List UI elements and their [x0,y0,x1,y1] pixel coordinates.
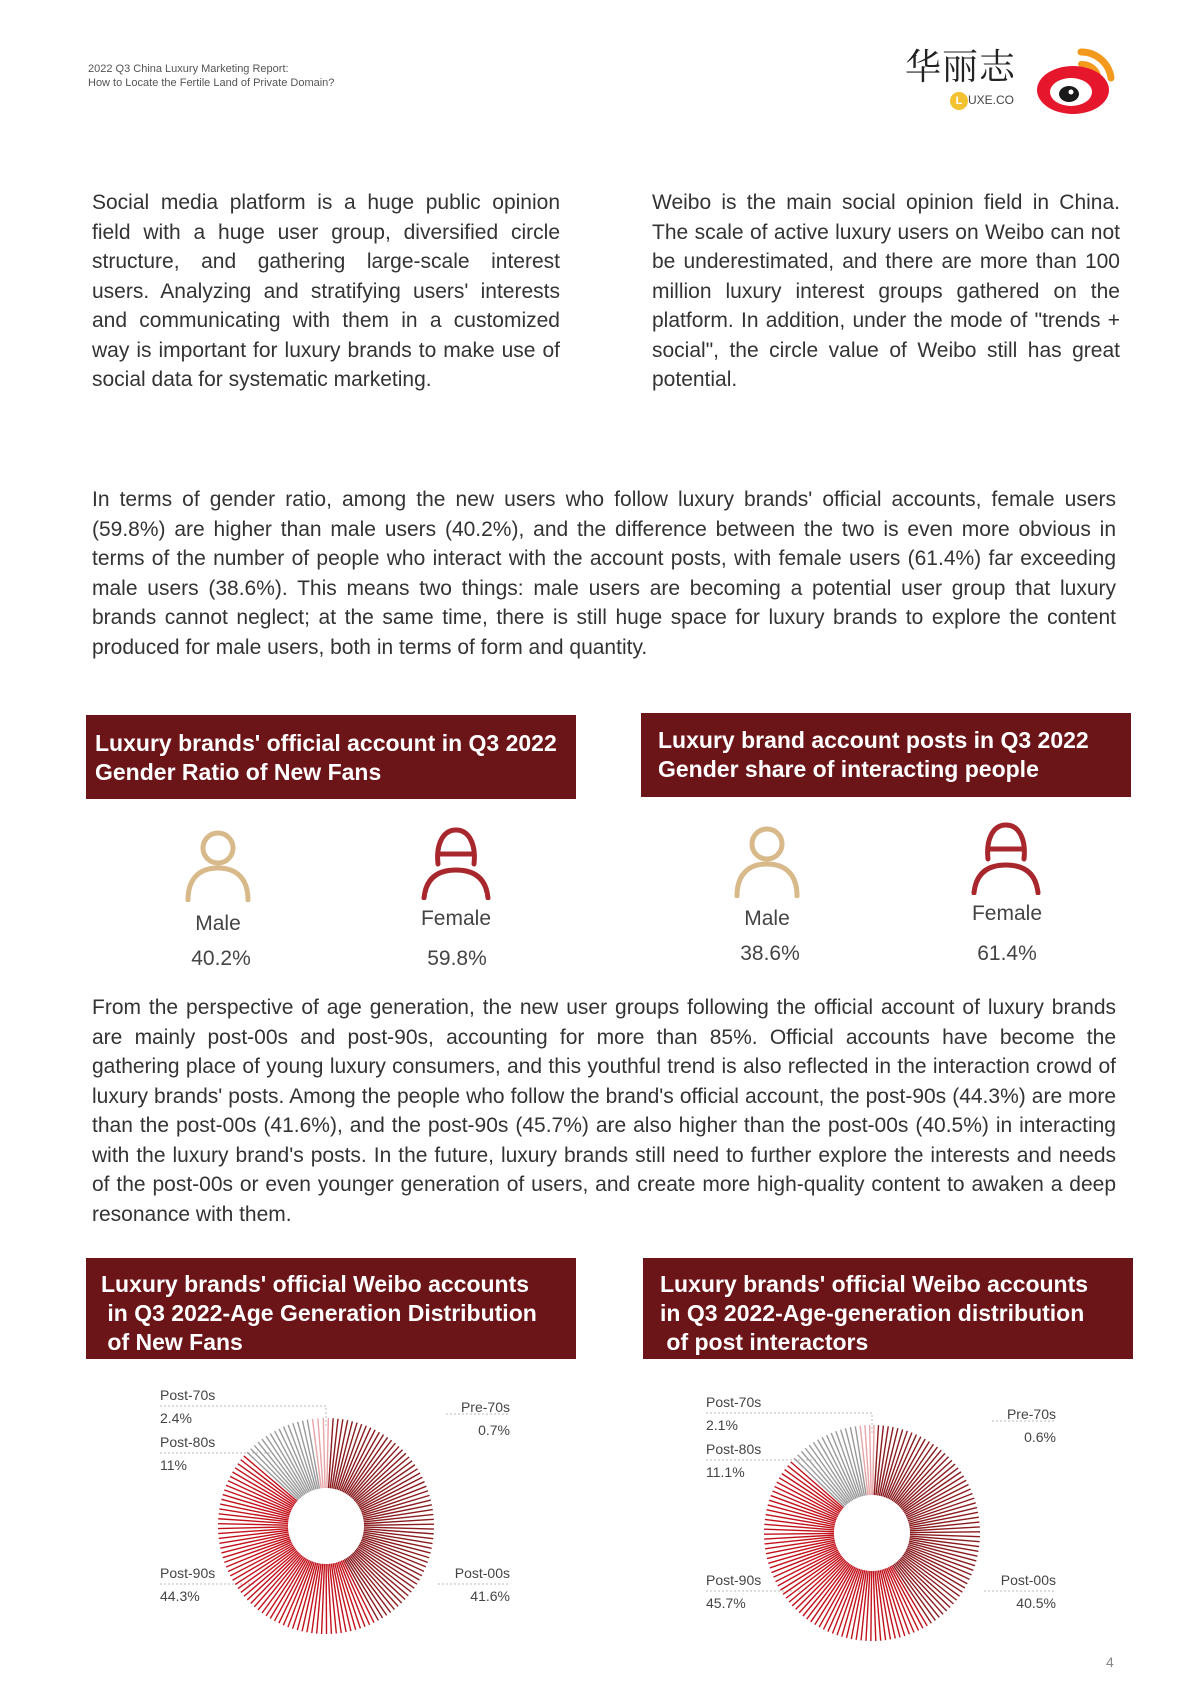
male-value: 38.6% [740,942,800,965]
banner-title-line: Luxury brands' official account in Q3 2022 [95,730,557,756]
female-label: Female [420,907,492,930]
age-paragraph: From the perspective of age generation, the new user groups following the official account of luxury brands are mainly post-00s and post-90s, accounting for more than 85%. Official accounts have become the gathering place of young luxury consumers, and this youthful trend is also reflected in the interaction crowd of luxury brands' posts. Among the people who follow the brand's official account, the post-90s (44.3%) are more than the post-00s (41.6%), and the post-90s (45.7%) are also higher than the post-00s (40.5%) in interacting with the luxury brand's posts. In the future, luxury brands still need to further explore the interests and needs of the post-00s or even younger generation of users, and create more high-quality content to awaken a deep resonance with them. [92,996,1116,1226]
banner-title-line: Gender share of interacting people [658,756,1039,782]
male-user-icon [727,818,807,898]
age-pie-chart-new-fans [130,1386,530,1646]
female-value: 61.4% [977,942,1037,965]
weibo-logo-icon [1035,44,1121,116]
banner-title-line: Luxury brand account posts in Q3 2022 [658,727,1089,753]
pie-label-category: Post-00s [1000,1572,1056,1588]
pie-label-category: Post-80s [160,1434,216,1450]
banner-title-line: Luxury brands' official Weibo accounts [101,1271,530,1297]
female-user-icon [416,820,496,900]
pie-slice-line-post-70s [323,1418,325,1488]
pie-slice-line-post-00s [364,1527,434,1529]
pie-slice-line-post-00s [874,1425,878,1495]
pie-label-value: 2.4% [160,1410,192,1426]
pie-label-category: Post-80s [706,1441,762,1457]
pie-label-category: Post-00s [454,1565,510,1581]
banner-title-line: Luxury brands' official Weibo accounts [660,1271,1089,1297]
female-value: 59.8% [427,947,487,970]
pie-label-category: Pre-70s [460,1399,510,1415]
report-title-line1: 2022 Q3 China Luxury Marketing Report: [88,63,289,75]
female-user-icon [966,815,1046,895]
pie-slice-line-pre-70s [873,1425,874,1495]
pie-slice-line-post-90s [302,1563,318,1631]
pie-label-value: 41.6% [470,1588,510,1604]
pie-label-value: 45.7% [706,1595,746,1611]
pie-slice-line-post-90s [335,1563,351,1631]
luxe-logo-english [950,92,1014,110]
intro-right-paragraph: Weibo is the main social opinion field in China. The scale of active luxury users on Weibo can not be underestimated, and there are more than 100 million luxury interest groups gathered on the platform. In addition, under the mode of "trends + social", the circle value of Weibo still has great potential. [652,191,1120,391]
banner-title-line: Gender Ratio of New Fans [95,759,382,785]
female-label: Female [971,902,1043,925]
report-header [88,62,334,90]
pie-label-value: 0.7% [478,1422,510,1438]
male-label: Male [744,907,790,930]
luxe-logo-chinese: 华丽志 [905,47,1017,88]
banner-title-line: of post interactors [660,1329,869,1355]
pie-label-value: 0.6% [1024,1429,1056,1445]
gender-banner-interactors [641,713,1131,797]
pie-label-value: 11% [160,1457,187,1473]
male-value: 40.2% [191,947,251,970]
pie-slice-line-post-00s [910,1532,980,1533]
age-pie-chart-interactors [676,1393,1076,1653]
pie-label-category: Post-70s [706,1394,762,1410]
pie-label-value: 2.1% [706,1417,738,1433]
banner-title-line: of New Fans [101,1329,243,1355]
banner-title-line: in Q3 2022-Age-generation distribution [660,1300,1085,1326]
pie-slice-line-post-90s [764,1533,834,1534]
pie-slice-line-post-90s [218,1527,288,1529]
age-banner-new-fans [86,1258,576,1359]
pie-label-category: Post-70s [160,1387,216,1403]
luxe-logo-text: UXE.CO [968,93,1015,108]
pie-label-category: Post-90s [706,1572,762,1588]
pie-slice-line-post-70s [870,1425,872,1495]
pie-label-value: 11.1% [706,1464,745,1480]
page-number: 4 [1106,1654,1114,1670]
pie-slice-line-post-90s [218,1524,288,1526]
intro-left-paragraph: Social media platform is a huge public opinion field with a huge user group, diversified circle structure, and gathering large-scale interest users. Analyzing and stratifying users' interests and communicating with them in a customized way is important for luxury brands to make use of social data for systematic marketing. [92,191,560,391]
male-label: Male [195,912,241,935]
pie-slice-line-post-90s [871,1571,872,1641]
luxe-logo-mark: L [950,92,968,110]
gender-banner-new-fans [86,715,576,799]
pie-label-value: 40.5% [1016,1595,1056,1611]
banner-title-line: in Q3 2022-Age Generation Distribution [101,1300,537,1326]
pie-label-category: Pre-70s [1006,1406,1056,1422]
gender-paragraph: In terms of gender ratio, among the new users who follow luxury brands' official accounts, female users (59.8%) are higher than male users (40.2%), and the difference between the two is even more obvious in terms of the number of people who interact with the account posts, with female users (61.4%) far exceeding male users (38.6%). This means two things: male users are becoming a potential user group that luxury brands cannot neglect; at the same time, there is still huge space for luxury brands to explore the content produced for male users, both in terms of form and quantity. [92,488,1116,659]
age-banner-interactors [643,1258,1133,1359]
report-title-line2: How to Locate the Fertile Land of Private Domain? [88,77,335,89]
pie-slice-line-pre-70s [327,1418,329,1488]
pie-label-value: 44.3% [160,1588,200,1604]
male-user-icon [178,822,258,902]
pie-slice-line-post-00s [364,1524,434,1525]
pie-label-category: Post-90s [160,1565,216,1581]
